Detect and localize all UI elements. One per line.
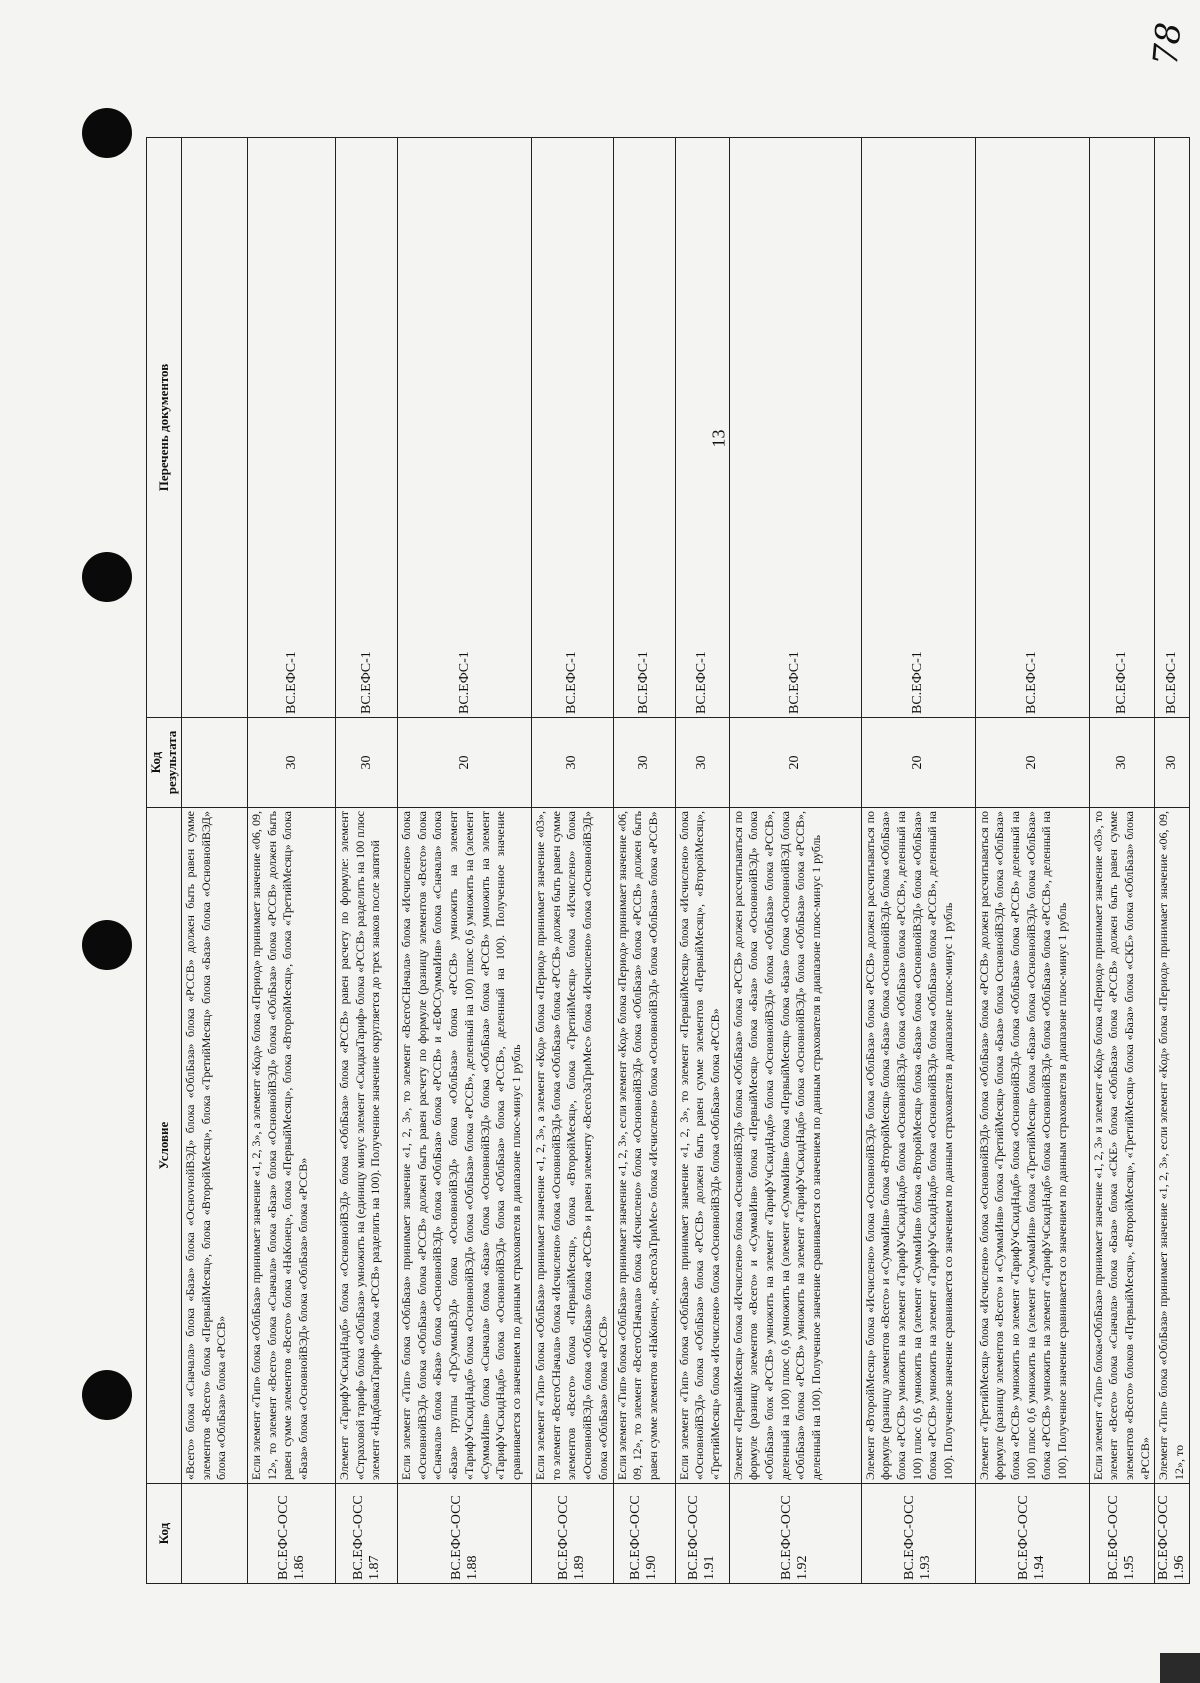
documents-cell: ВС.ЕФС-1 <box>675 138 729 718</box>
code-cell: ВС.ЕФС-ОСС 1.93 <box>861 1484 975 1584</box>
code-cell: ВС.ЕФС-ОСС 1.95 <box>1089 1484 1155 1584</box>
documents-cell: ВС.ЕФС-1 <box>613 138 675 718</box>
documents-cell: ВС.ЕФС-1 <box>975 138 1089 718</box>
code-cell: ВС.ЕФС-ОСС 1.90 <box>613 1484 675 1584</box>
rotated-table-container <box>146 138 1200 1584</box>
table-row <box>248 138 336 1584</box>
table-row <box>729 138 861 1584</box>
code-cell: ВС.ЕФС-ОСС 1.91 <box>675 1484 729 1584</box>
documents-cell <box>182 138 248 718</box>
result-code-cell: 30 <box>248 718 336 808</box>
condition-cell: Элемент «ТарифУчСкидНадб» блока «ОсновнойВЭД» блока «ОблБаза» блока «РСCВ» равен расчету по формуле: элемент «Страховой тариф» блока «ОблБаза» умножить на (единицу минус элемент «СкидкаТариф» блока «РСCВ» разделить на 100 плюс элемент «НадбавкаТариф» блока «РСCВ» разделить на 100). Полученное значение округляется до трех знаков после запятой <box>336 808 398 1484</box>
header-documents: Перечень документов <box>147 138 182 718</box>
documents-cell: ВС.ЕФС-1 <box>729 138 861 718</box>
result-code-cell: 30 <box>336 718 398 808</box>
table-row <box>861 138 975 1584</box>
documents-cell: ВС.ЕФС-1 <box>248 138 336 718</box>
punch-hole-top <box>82 108 132 158</box>
code-cell: ВС.ЕФС-ОСС 1.87 <box>336 1484 398 1584</box>
condition-cell: Если элемент «Тип» блока «ОблБаза» принимает значение «1, 2, 3», то элемент «ПервыйМесяц» блока «Исчислено» блока «ОсновнойВЭД» блока «ОблБаза» блока «РСCВ» должен быть равен сумме элементов «ПервыйМесяц», «ВторойМесяц», «ТретийМесяц» блока «Исчислено» блока «ОсновнойВЭД» блока «ОблБаза» блока «РСCВ» <box>675 808 729 1484</box>
result-code-cell: 30 <box>613 718 675 808</box>
code-cell: ВС.ЕФС-ОСС 1.86 <box>248 1484 336 1584</box>
page-number: 13 <box>708 429 729 448</box>
condition-cell: Элемент «ПервыйМесяц» блока «Исчислено» блока «ОсновнойВЭД» блока «ОблБаза» блока «РСCВ» должен рассчитываться по формуле (разницу элементов «Всего» и «СуммаИнв» блока «ПервыйМесяц» блока «База» блока «ОсновнойВЭД» блока «ОблБаза» блок «РСCВ» умножить на элемент «ТарифУчСкидНадб» блока «ОсновнойВЭД» блока «ОблБаза» блока «РСCВ», деленный на 100) плюс 0,6 умножить на (элемент «СуммаИнв» блока «ПервыйМесяц» блока «База» блока «ОсновнойВЭД блока «ОблБаза» блока «РСCВ» умножить на элемент «ТарифУчСкидНадб» блока «ОсновнойВЭД» блока «ОблБаза» блока «РСCВ», деленный на 100). Полученное значение сравнивается со значением по данным страхователя в диапазоне плюс-минус 1 рубль <box>729 808 861 1484</box>
code-cell <box>182 1484 248 1584</box>
result-code-cell: 30 <box>1089 718 1155 808</box>
header-result-code: Код результата <box>147 718 182 808</box>
handwritten-page-number: 78 <box>1145 20 1190 68</box>
condition-cell: Если элемент «Тип» блока «ОблБаза» принимает значение «1, 2, 3», а элемент «Код» блока «Период» принимает значение «03», то элемент «ВсегоСНачала» блока «Исчислено» блока «ОсновнойВЭД» блока «ОблБаза» блока «РСCВ» должен быть равен сумме элементов «Всего» блока «ПервыйМесяц», блока «ВторойМесяц», блока «ТретийМесяц» блока «Исчислено» блока «ОсновнойВЭД» блока «ОблБаза» блока «РСCВ» и равен элементу «ВсегоЗаТриМес» блока «Исчислено» блока «ОсновнойВЭД» блока «ОблБаза» блока «РСCВ» <box>532 808 614 1484</box>
punch-hole-bottom <box>82 1370 132 1420</box>
punch-hole-middle-lower <box>82 920 132 970</box>
table-row <box>613 138 675 1584</box>
rules-table <box>146 137 1190 1584</box>
result-code-cell: 30 <box>1155 718 1190 808</box>
documents-cell: ВС.ЕФС-1 <box>398 138 532 718</box>
condition-cell: Элемент «Тип» блока «ОблБаза» принимает значение «1, 2, 3», если элемент «Код» блока «Период» принимает значение «06, 09, 12», то <box>1155 808 1190 1484</box>
code-cell: ВС.ЕФС-ОСС 1.92 <box>729 1484 861 1584</box>
condition-cell: «Всего» блока «Сначала» блока «База» блока «ОснovнойВЭД» блока «ОблБаза» блока «РСCВ» должен быть равен сумме элементов «Всего» блока «ПервыйМесяц», блока «ВторойМесяц», блока «ТретийМесяц» блока «База» блока «ОсновнойВЭД» блока «ОблБаза» блока «РСCВ» <box>182 808 248 1484</box>
condition-cell: Элемент «ВторойМесяц» блока «Исчислено» блока «ОсновнойВЭД» блока «ОблБаза» блока «РСCВ» должен рассчитываться по формуле (разницу элементов «Всего» и «СуммаИнв» блока «ВторойМесяц» блока «База» блока «ОсновнойВЭД» блока «ОблБаза» блока «РСCВ» умножить на элемент «ТарифУчСкидНадб» блока «ОсновнойВЭД» блока «ОблБаза» блока «РСCВ», деленный на 100) плюс 0,6 умножить на (элемент «СуммаИнв» блока «ВторойМесяц» блока «База» блока «ОсновнойВЭД» блока «ОблБаза» блока «РСCВ» умножить на элемент «ТарифУчСкидНадб» блока «ОсновнойВЭД» блока «ОблБаза» блока «РСCВ», деленный на 100). Полученное значение сравнивается со значением по данным страхователя в диапазоне плюс-минус 1 рубль <box>861 808 975 1484</box>
condition-cell: Если элемент «Тип» блока «ОблБаза» принимает значение «1, 2, 3», а элемент «Код» блока «Период» принимает значение «06, 09, 12», то элемент «Всего» блока «Сначала» блока «База» блока «ОсновнойВЭД» блока «ОблБаза» блока «РСCВ» должен быть равен сумме элементов «Всего» блока «НаКонец», блока «ПервыйМесяц», блока «ВторойМесяц», блока «ТретийМесяц» блока «База» блока «ОсновнойВЭД» блока «ОблБаза» блока «РСCВ» <box>248 808 336 1484</box>
condition-cell: Элемент «ТретийМесяц» блока «Исчислено» блока «ОсновнойВЭД» блока «ОблБаза» блока «РСCВ» должен рассчитываться по формуле (разницу элементов «Всего» и «СуммаИнв» блока «ТретийМесяц» блока «База» блока ОсновнойВЭД» блока «ОблБаза» блока «РСCВ» умножить но элемент «ТарифУчСкидНадб» блока «ОсновнойВЭД» блока «ОблБаза» блока «РСCВ» деленный на 100) плюс 0,6 умножить на (элемент «СуммаИнв» блока «ТретийМесяц» блока «База» блока «ОсновнойВЭД» блока «ОблБаза» блока «РСCВ» умножить на элемент «ТарифУчСкидНадб» блока «ОсновнойВЭД» блока «ОблБаза» блока «РСCВ», деленный на 100). Полученное значение сравнивается со значением по данным страхователя в диапазоне плюс-минус 1 рубль <box>975 808 1089 1484</box>
table-row <box>1155 138 1190 1584</box>
result-code-cell: 30 <box>675 718 729 808</box>
punch-hole-middle-upper <box>82 552 132 602</box>
condition-cell: Если элемент «Тип» блока «ОблБаза» принимает значение «1, 2, 3», то элемент «ВсегоСНачала» блока «Исчислено» блока «ОсновнойВЭД» блока «ОблБаза» блока «РСCВ» должен быть равен расчету по формуле (разницу элементов «Всего» блока «Сначала» блока «База» блока «ОсновнойВЭД» блока «ОблБаза» блока «РСCВ» и «ЕФССуммаИнв» блока «Сначала» блока «База» группы «ГрСуммыВЭД» блока «ОсновнойВЭД» блока «ОблБаза» блока «РСCВ» умножить на элемент «ТарифУчСкидНадб» блока «ОсновнойВЭД» блока «ОблБаза» блока «РСCВ», деленный на 100) плюс 0,6 умножить на (элемент «СуммаИнв» блока «Сначала» блока «База» блока «ОсновнойВЭД» блока «ОблБаза» блока «РСCВ» умножить на элемент «ТарифУчСкидНадб» блока «ОсновнойВЭД» блока «ОблБаза» блока «РСCВ», деленный на 100). Полученное значение сравнивается со значением по данным страхователя в диапазоне плюс-минус 1 рубль <box>398 808 532 1484</box>
header-condition: Условие <box>147 808 182 1484</box>
result-code-cell: 20 <box>729 718 861 808</box>
result-code-cell <box>182 718 248 808</box>
table-header-row <box>147 138 182 1584</box>
result-code-cell: 20 <box>861 718 975 808</box>
condition-cell: Если элемент «Тип» блока«ОблБаза» принимает значение «1, 2, 3» и элемент «Код» блока «Период» принимает значение «03», то элемент «Всего» блока «Сначала» блока «База» блока «СКЕ» блока «ОблБаза» блока «РСCВ» должен быть равен сумме элементов «Всего» блоков «ПервыйМесяц», «ВторойМесяц», «ТретийМесяц» блока «База» блока «СКЕ» блока «ОблБаза» блока «РСCВ» <box>1089 808 1155 1484</box>
header-code: Код <box>147 1484 182 1584</box>
result-code-cell: 20 <box>398 718 532 808</box>
table-row <box>532 138 614 1584</box>
documents-cell: ВС.ЕФС-1 <box>336 138 398 718</box>
table-row <box>336 138 398 1584</box>
documents-cell: ВС.ЕФС-1 <box>532 138 614 718</box>
result-code-cell: 20 <box>975 718 1089 808</box>
code-cell: ВС.ЕФС-ОСС 1.96 <box>1155 1484 1190 1584</box>
code-cell: ВС.ЕФС-ОСС 1.88 <box>398 1484 532 1584</box>
table-row <box>675 138 729 1584</box>
code-cell: ВС.ЕФС-ОСС 1.94 <box>975 1484 1089 1584</box>
condition-cell: Если элемент «Тип» блока «ОблБаза» принимает значение «1, 2, 3», если элемент «Код» блока «Период» принимает значение «06, 09, 12», то элемент «ВсегоСНачала» блока «Исчислено» блока «ОсновнойВЭД» блока «ОблБаза» блока «РСCВ» должен быть равен сумме элементов «НаКонец», «ВсегоЗаТриМес» блока «Исчислено» блока «ОсновнойВЭД» блока «ОблБаза» блока «РСCВ» <box>613 808 675 1484</box>
code-cell: ВС.ЕФС-ОСС 1.89 <box>532 1484 614 1584</box>
result-code-cell: 30 <box>532 718 614 808</box>
table-row <box>975 138 1089 1584</box>
documents-cell: ВС.ЕФС-1 <box>1089 138 1155 718</box>
table-row <box>398 138 532 1584</box>
table-row <box>182 138 248 1584</box>
table-row <box>1089 138 1155 1584</box>
documents-cell: ВС.ЕФС-1 <box>861 138 975 718</box>
documents-cell: ВС.ЕФС-1 <box>1155 138 1190 718</box>
scan-corner <box>1160 1653 1200 1683</box>
